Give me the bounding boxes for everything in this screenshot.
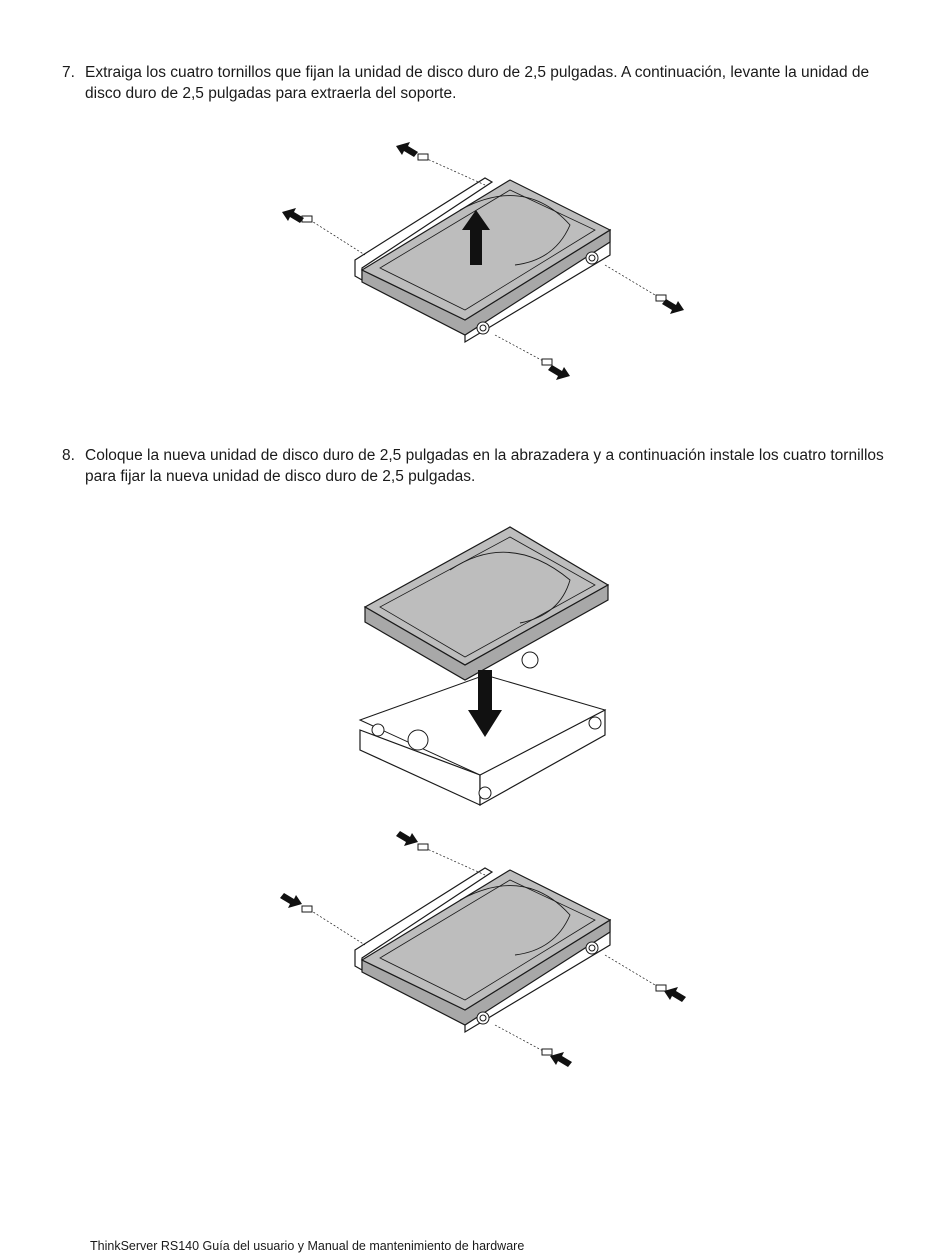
step-8: [62, 445, 892, 487]
figure-insert-drive: [340, 515, 630, 815]
figure-install-screws: [270, 820, 700, 1070]
step-number: 8.: [62, 447, 75, 464]
figure-remove-drive: [270, 130, 700, 390]
step-text: Extraiga los cuatro tornillos que fijan la unidad de disco duro de 2,5 pulgadas. A continuación, levante la unidad de disco duro de 2,5 pulgadas para extraerla del soporte.: [85, 64, 870, 102]
page-footer: ThinkServer RS140 Guía del usuario y Manual de mantenimiento de hardware: [90, 1239, 525, 1253]
step-text: Coloque la nueva unidad de disco duro de 2,5 pulgadas en la abrazadera y a continuación instale los cuatro tornillos para fijar la nueva unidad de disco duro de 2,5 pulgadas.: [85, 447, 884, 485]
step-number: 7.: [62, 64, 75, 81]
step-7: [62, 62, 892, 104]
